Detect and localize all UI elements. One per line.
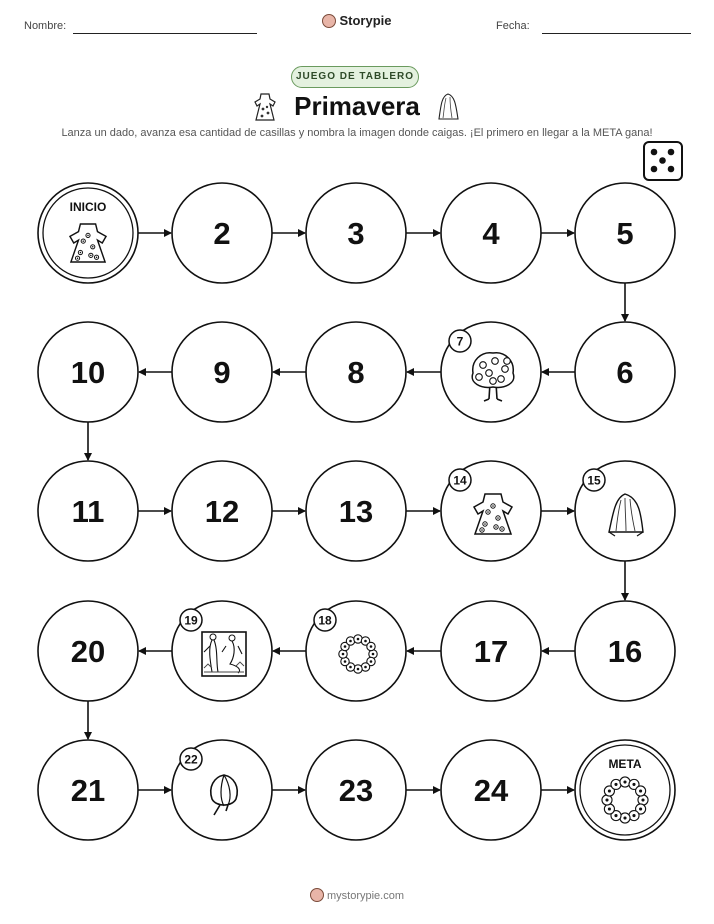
- space-number: 15: [587, 473, 601, 488]
- space-number: 3: [347, 216, 365, 251]
- finish-label: META: [608, 757, 642, 771]
- board-space-13[interactable]: [306, 461, 406, 561]
- board-space-6[interactable]: [575, 322, 675, 422]
- space-number: 7: [456, 334, 464, 349]
- space-number: 12: [204, 494, 240, 529]
- instructions: Lanza un dado, avanza esa cantidad de casillas y nombra la imagen donde caigas. ¡El primero en llegar a la META gana!: [61, 127, 653, 139]
- board-space-11[interactable]: [38, 461, 138, 561]
- board-space-8[interactable]: [306, 322, 406, 422]
- name-label: Nombre:: [24, 20, 67, 32]
- start-label: INICIO: [69, 200, 107, 214]
- page-title: Primavera: [294, 91, 420, 121]
- mural-icon: [202, 632, 246, 676]
- space-number: 21: [70, 773, 106, 808]
- board-space-9[interactable]: [172, 322, 272, 422]
- footer-site: mystorypie.com: [326, 890, 405, 902]
- board-space-14[interactable]: [441, 461, 541, 561]
- board-space-16[interactable]: [575, 601, 675, 701]
- space-number: 5: [616, 216, 634, 251]
- space-number: 18: [318, 613, 332, 628]
- board-space-1[interactable]: [38, 183, 138, 283]
- board-space-22[interactable]: [172, 740, 272, 840]
- space-number: 23: [338, 773, 374, 808]
- board-space-7[interactable]: [441, 322, 541, 422]
- space-number: 6: [616, 355, 634, 390]
- space-number: 17: [473, 634, 509, 669]
- space-number: 14: [453, 473, 467, 488]
- space-number: 11: [71, 494, 105, 529]
- space-number: 10: [70, 355, 106, 390]
- board-space-19[interactable]: [172, 601, 272, 701]
- board-space-15[interactable]: [575, 461, 675, 561]
- space-number: 13: [338, 494, 374, 529]
- game-type-badge: JUEGO DE TABLERO: [291, 66, 419, 88]
- board-space-21[interactable]: [38, 740, 138, 840]
- footer: [0, 888, 714, 902]
- space-number: 19: [184, 613, 198, 628]
- board-space-24[interactable]: [441, 740, 541, 840]
- space-number: 20: [70, 634, 106, 669]
- board-space-20[interactable]: [38, 601, 138, 701]
- space-number: 24: [473, 773, 509, 808]
- board-space-17[interactable]: [441, 601, 541, 701]
- brand-name: Storypie: [339, 13, 392, 28]
- storypie-mascot-icon: [310, 888, 324, 902]
- space-number: 9: [213, 355, 231, 390]
- board-space-18[interactable]: [306, 601, 406, 701]
- board-space-4[interactable]: [441, 183, 541, 283]
- board-space-2[interactable]: [172, 183, 272, 283]
- space-number: 2: [213, 216, 231, 251]
- space-number: 8: [347, 355, 365, 390]
- space-number: 16: [607, 634, 643, 669]
- date-label: Fecha:: [496, 20, 530, 32]
- board-space-10[interactable]: [38, 322, 138, 422]
- board-space-5[interactable]: [575, 183, 675, 283]
- space-number: 4: [482, 216, 500, 251]
- board-space-25[interactable]: [575, 740, 675, 840]
- board-space-12[interactable]: [172, 461, 272, 561]
- space-circle: [575, 740, 675, 840]
- board-space-3[interactable]: [306, 183, 406, 283]
- space-number: 22: [184, 752, 198, 767]
- board-space-23[interactable]: [306, 740, 406, 840]
